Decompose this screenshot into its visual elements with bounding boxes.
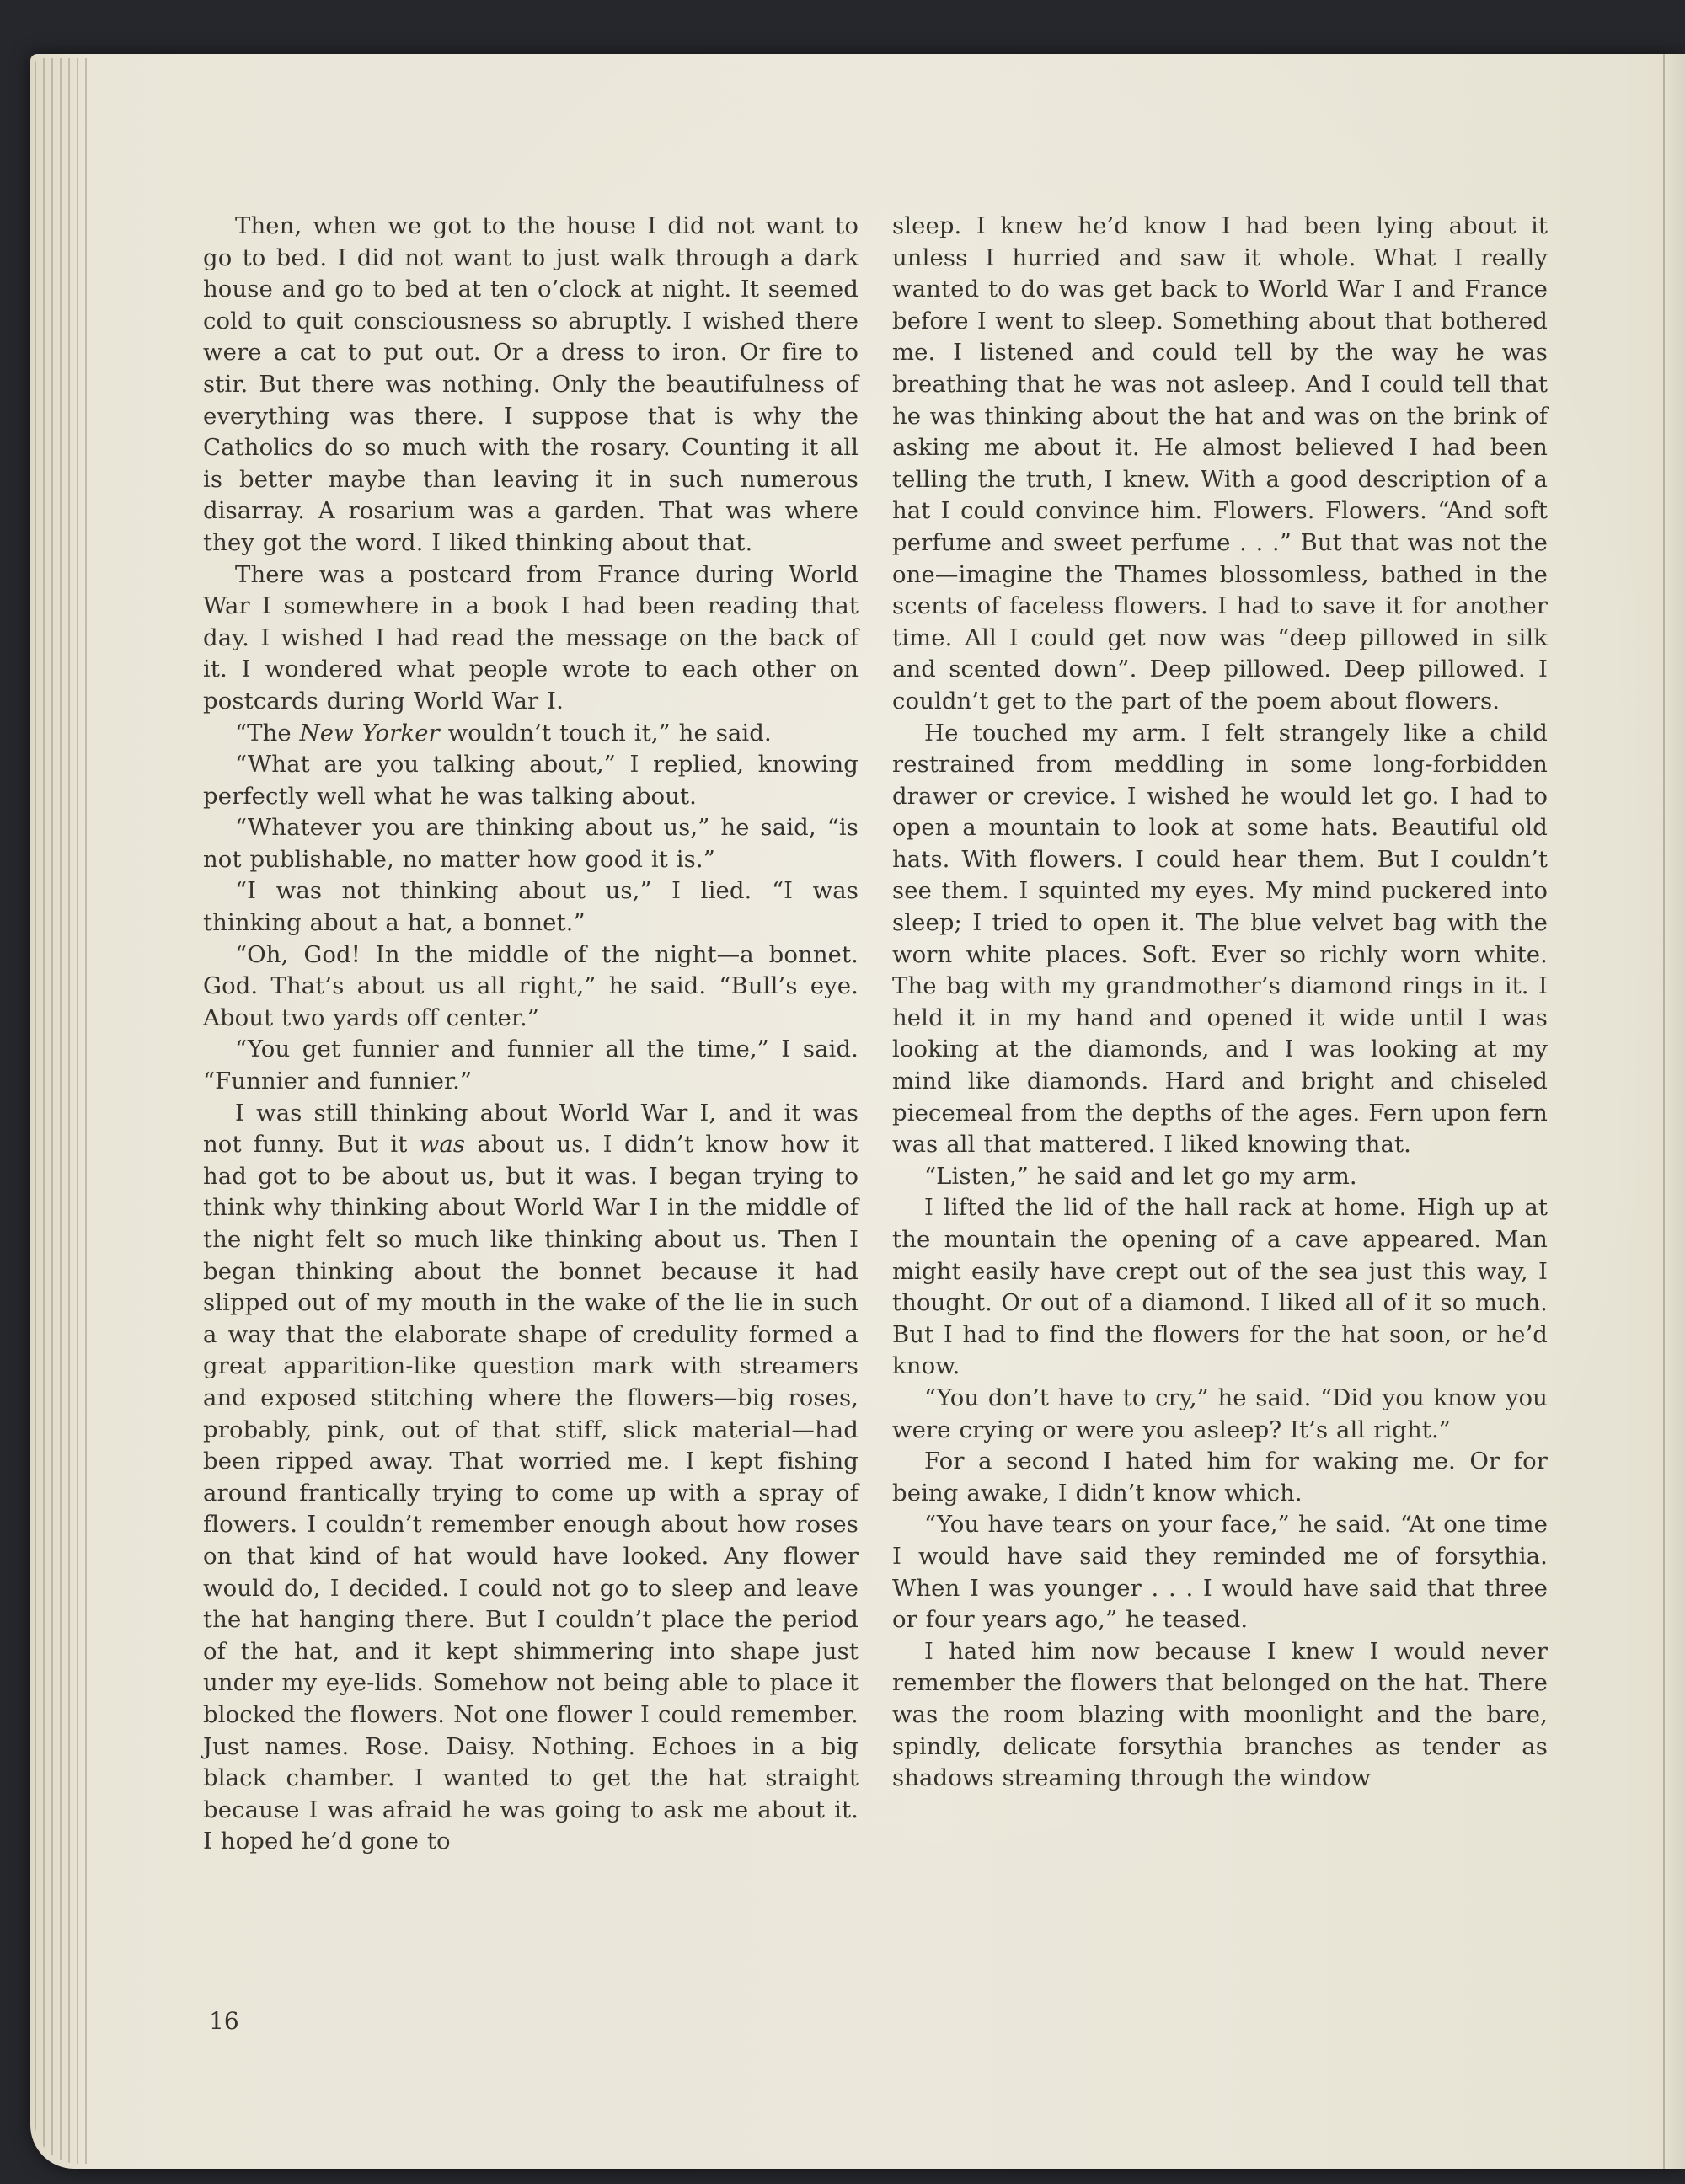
paragraph: “The New Yorker wouldn’t touch it,” he said. — [235, 719, 772, 747]
paragraph: “You get funnier and funnier all the time,” I said. “Funnier and funnier.” — [203, 1036, 859, 1095]
paragraph: For a second I hated him for waking me. Or for being awake, I didn’t know which. — [892, 1448, 1548, 1507]
paragraph: He touched my arm. I felt strangely like a child restrained from meddling in some long-forbidden drawer or crevice. I wished he would let go. I had to open a mountain to look at some hats. Beautiful old hats. With flowers. I could hear them. But I couldn’t see them. I squinted my eyes. My mind puckered into sleep; I tried to open it. The blue velvet bag with the worn white places. Soft. Ever so richly worn white. The bag with my grandmother’s diamond rings in it. I held it in my hand and opened it wide until I was looking at the diamonds, and I was looking at my mind like diamonds. Hard and bright and chiseled piecemeal from the depths of the ages. Fern upon fern was all that mattered. I liked knowing that. — [892, 719, 1548, 1159]
paragraph: sleep. I knew he’d know I had been lying about it unless I hurried and saw it whole. What I really wanted to do was get back to World War I and France before I went to sleep. Something about that bothered me. I listened and could tell by the way he was breathing that he was not asleep. And I could tell that he was thinking about the hat and was on the brink of asking me about it. He almost believed I had been telling the truth, I knew. With a good description of a hat I could convince him. Flowers. Flowers. “And soft perfume and sweet perfume . . .” But that was not the one—imagine the Thames blossomless, bathed in the scents of faceless flowers. I had to save it for another time. All I could get now was “deep pillowed in silk and scented down”. Deep pillowed. Deep pillowed. I couldn’t get to the part of the poem about flowers. — [892, 212, 1548, 715]
paragraph: “Listen,” he said and let go my arm. — [924, 1162, 1357, 1190]
paragraph: I hated him now because I knew I would never remember the flowers that belonged on the hat. There was the room blazing with moonlight and the bare, spindly, delicate forsythia branches as tender as shadows streaming through the window — [892, 1637, 1548, 1792]
paragraph: I was still thinking about World War I, and it was not funny. But it was about us. I didn’t know how it had got to be about us, but it was. I began trying to think why thinking about World War I in the middle of the night felt so much like thinking about us. Then I began thinking about the bonnet because it had slipped out of my mouth in the wake of the lie in such a way that the elaborate shape of credulity formed a great apparition-like question mark with streamers and exposed stitching where the flowers—big roses, probably, pink, out of that stiff, slick material—had been ripped away. That worried me. I kept fishing around frantically trying to come up with a spray of flowers. I couldn’t remember enough about how roses on that kind of hat would have looked. Any flower would do, I decided. I could not go to sleep and leave the hat hanging there. But I couldn’t place the period of the hat, and it kept shimmering into shape just under my eye-lids. Somehow not being able to place it blocked the flowers. Not one flower I could remember. Just names. Rose. Daisy. Nothing. Echoes in a big black chamber. I wanted to get the hat straight because I was afraid he was going to ask me about it. I hoped he’d gone to — [203, 1099, 859, 1855]
paragraph: “What are you talking about,” I replied, knowing perfectly well what he was talking about. — [203, 751, 859, 810]
page-stack-edges — [35, 58, 90, 2164]
paragraph: “I was not thinking about us,” I lied. “I was thinking about a hat, a bonnet.” — [203, 877, 859, 937]
page-number: 16 — [209, 2007, 239, 2035]
right-column — [892, 211, 1548, 1858]
paragraph: “You don’t have to cry,” he said. “Did you know you were crying or were you asleep? It’s all right.” — [892, 1384, 1548, 1443]
paragraph: “Oh, God! In the middle of the night—a bonnet. God. That’s about us all right,” he said. “Bull’s eye. About two yards off center.” — [203, 940, 859, 1031]
paragraph: Then, when we got to the house I did not want to go to bed. I did not want to just walk through a dark house and go to bed at ten o’clock at night. It seemed cold to quit consciousness so abruptly. I wished there were a cat to put out. Or a dress to iron. Or fire to stir. But there was nothing. Only the beautifulness of everything was there. I suppose that is why the Catholics do so much with the rosary. Counting it all is better maybe than leaving it in such numerous disarray. A rosarium was a garden. That was where they got the word. I liked thinking about that. — [203, 212, 859, 556]
paragraph: “You have tears on your face,” he said. “At one time I would have said they reminded me of forsythia. When I was younger . . . I would have said that three or four years ago,” he teased. — [892, 1511, 1548, 1634]
page-gutter-shade — [1665, 54, 1685, 2169]
paragraph: “Whatever you are thinking about us,” he said, “is not publishable, no matter how good it is.” — [203, 814, 859, 873]
paragraph: There was a postcard from France during World War I somewhere in a book I had been reading that day. I wished I had read the message on the back of it. I wondered what people wrote to each other on postcards during World War I. — [203, 560, 859, 715]
paragraph: I lifted the lid of the hall rack at home. High up at the mountain the opening of a cave appeared. Man might easily have crept out of the sea just this way, I thought. Or out of a diamond. I liked all of it so much. But I had to find the flowers for the hat soon, or he’d know. — [892, 1194, 1548, 1380]
left-column — [203, 211, 859, 1858]
two-column-text — [203, 211, 1548, 1858]
book-page — [30, 54, 1685, 2169]
